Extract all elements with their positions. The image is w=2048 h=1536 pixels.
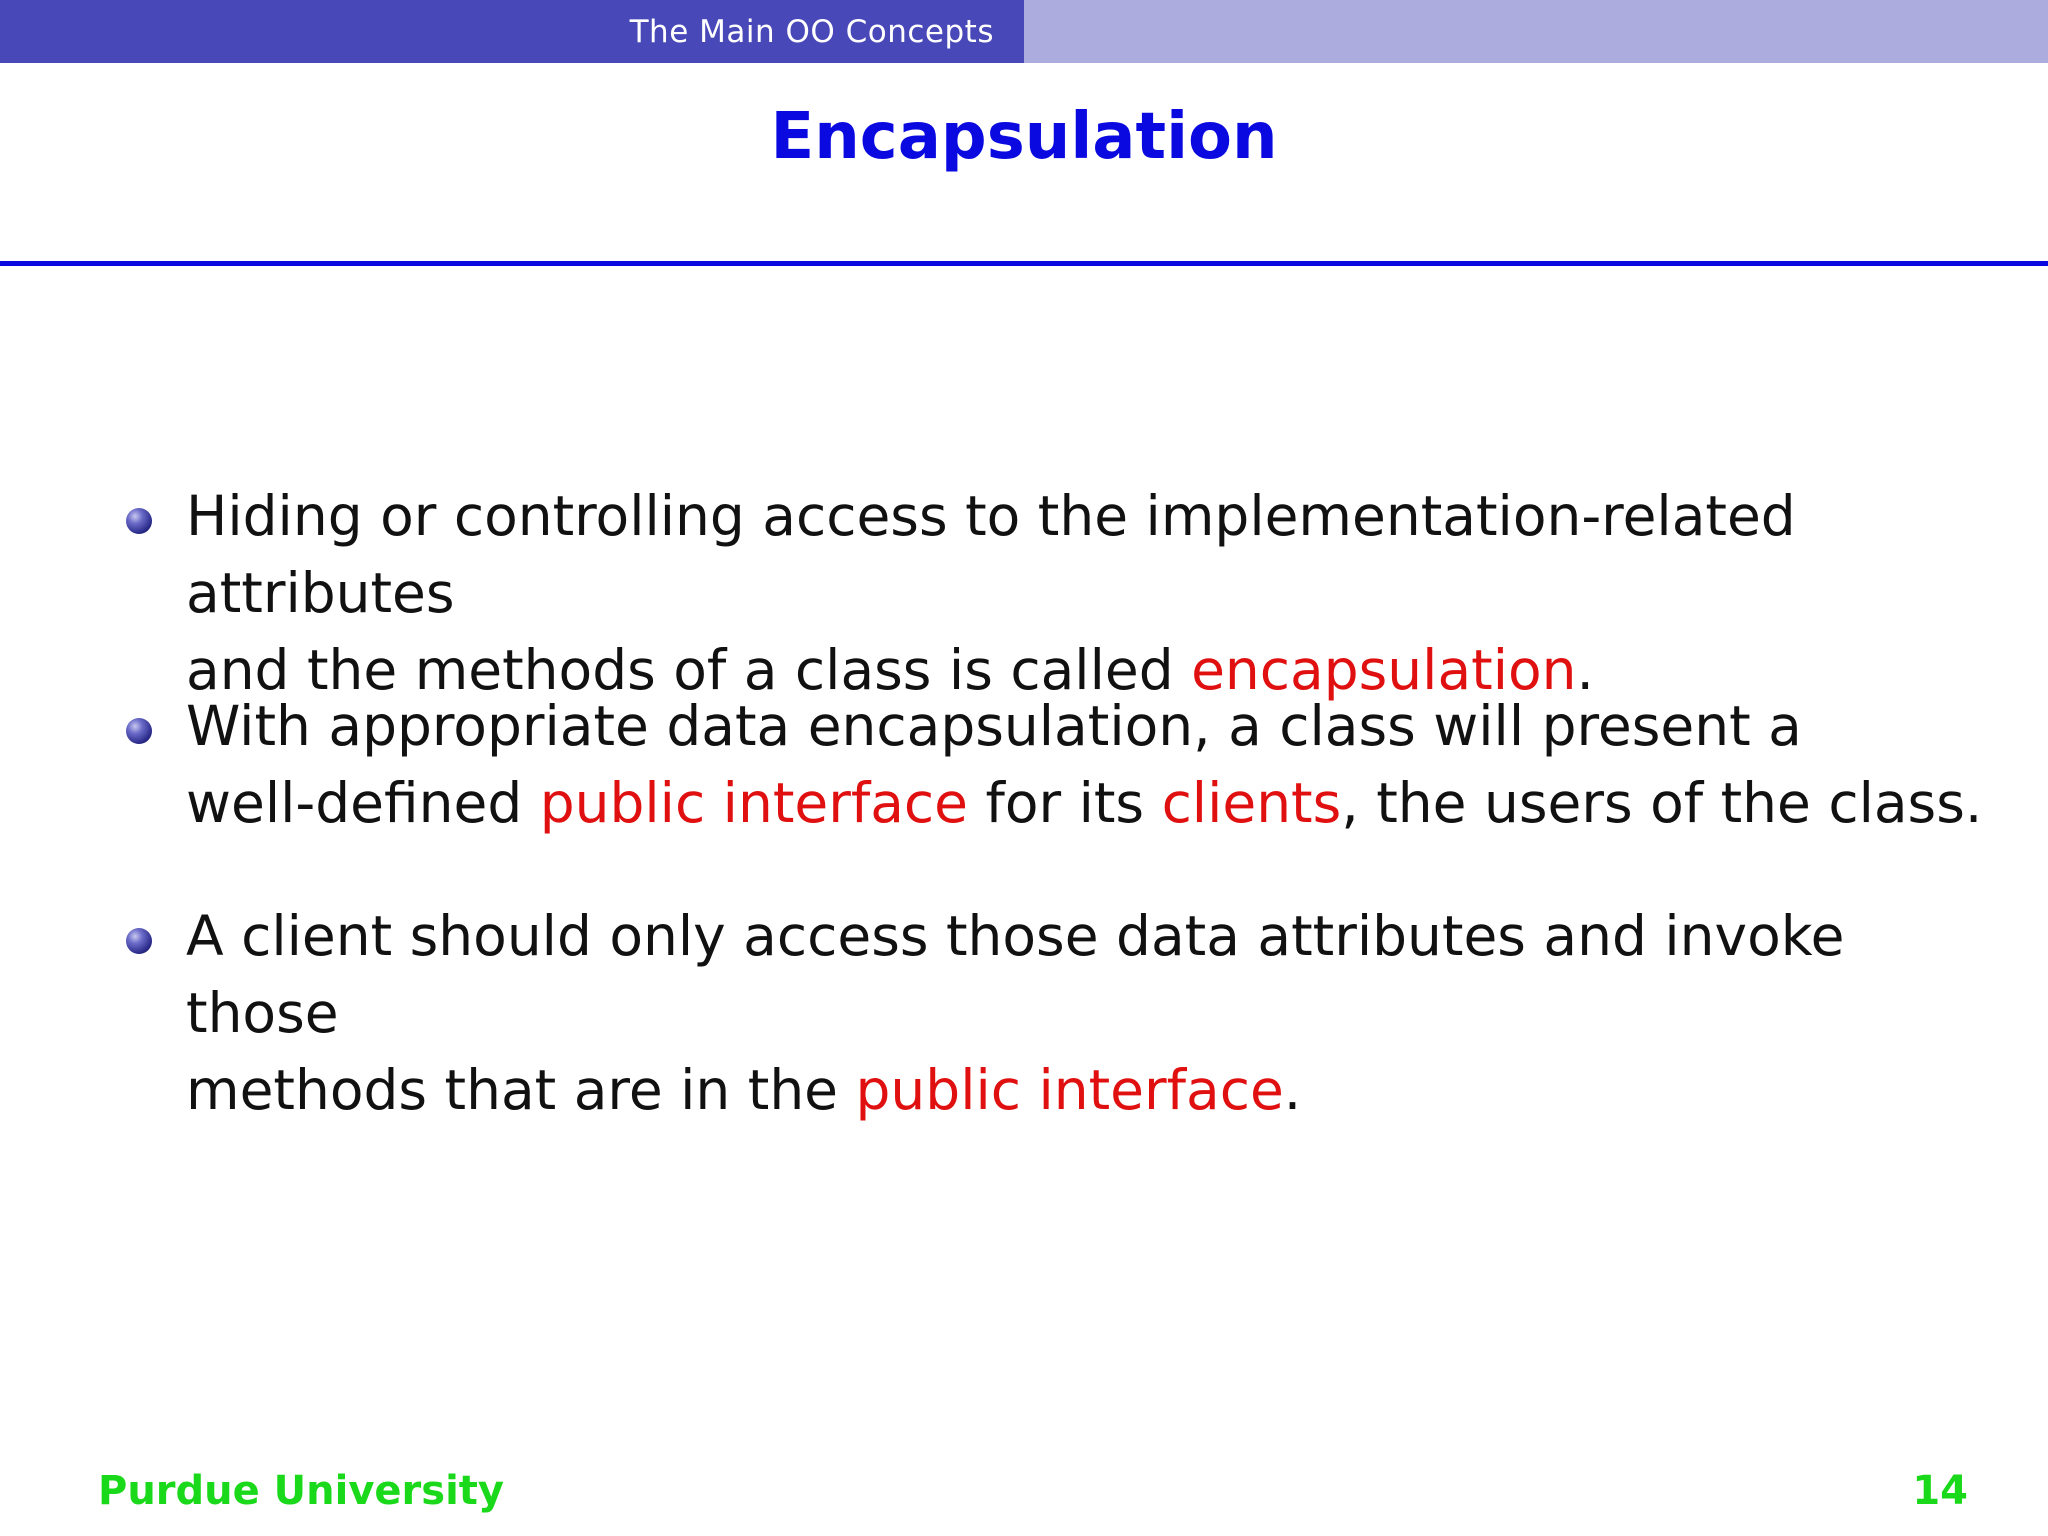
footer-institution: Purdue University <box>98 1468 504 1514</box>
text-run: . <box>1576 638 1594 702</box>
highlighted-term: public interface <box>855 1058 1284 1122</box>
text-run: methods that are in the <box>186 1058 856 1122</box>
bullet-line: Hiding or controlling access to the implementation-related attributes <box>186 484 1796 625</box>
text-run: well-defined <box>186 771 540 835</box>
highlighted-term: encapsulation <box>1191 638 1577 702</box>
headline-bar <box>0 0 2048 63</box>
bullet-text <box>186 478 1986 709</box>
highlighted-term: clients <box>1161 771 1342 835</box>
bullet-line <box>186 1052 1986 1129</box>
bullet-line <box>186 765 1986 842</box>
text-run: , the users of the class. <box>1341 771 1983 835</box>
section-title[interactable]: The Main OO Concepts <box>629 13 994 50</box>
bullet-ball-icon <box>126 508 152 534</box>
bullet-ball-icon <box>126 718 152 744</box>
subsection-navigation <box>1024 0 2048 63</box>
bullet-text <box>186 688 1986 842</box>
section-navigation[interactable] <box>0 0 1024 63</box>
text-run: . <box>1283 1058 1302 1122</box>
text-run: and the methods of a class is called <box>186 638 1192 702</box>
slide-title: Encapsulation <box>770 100 1278 174</box>
bullet-line: A client should only access those data attributes and invoke those <box>186 904 1845 1045</box>
page-number: 14 <box>1912 1468 1968 1514</box>
highlighted-term: public interface <box>539 771 968 835</box>
bullet-line: With appropriate data encapsulation, a class will present a <box>186 694 1802 758</box>
bullet-ball-icon <box>126 928 152 954</box>
bullet-text <box>186 898 1986 1129</box>
text-run: for its <box>967 771 1162 835</box>
title-divider <box>0 261 2048 266</box>
